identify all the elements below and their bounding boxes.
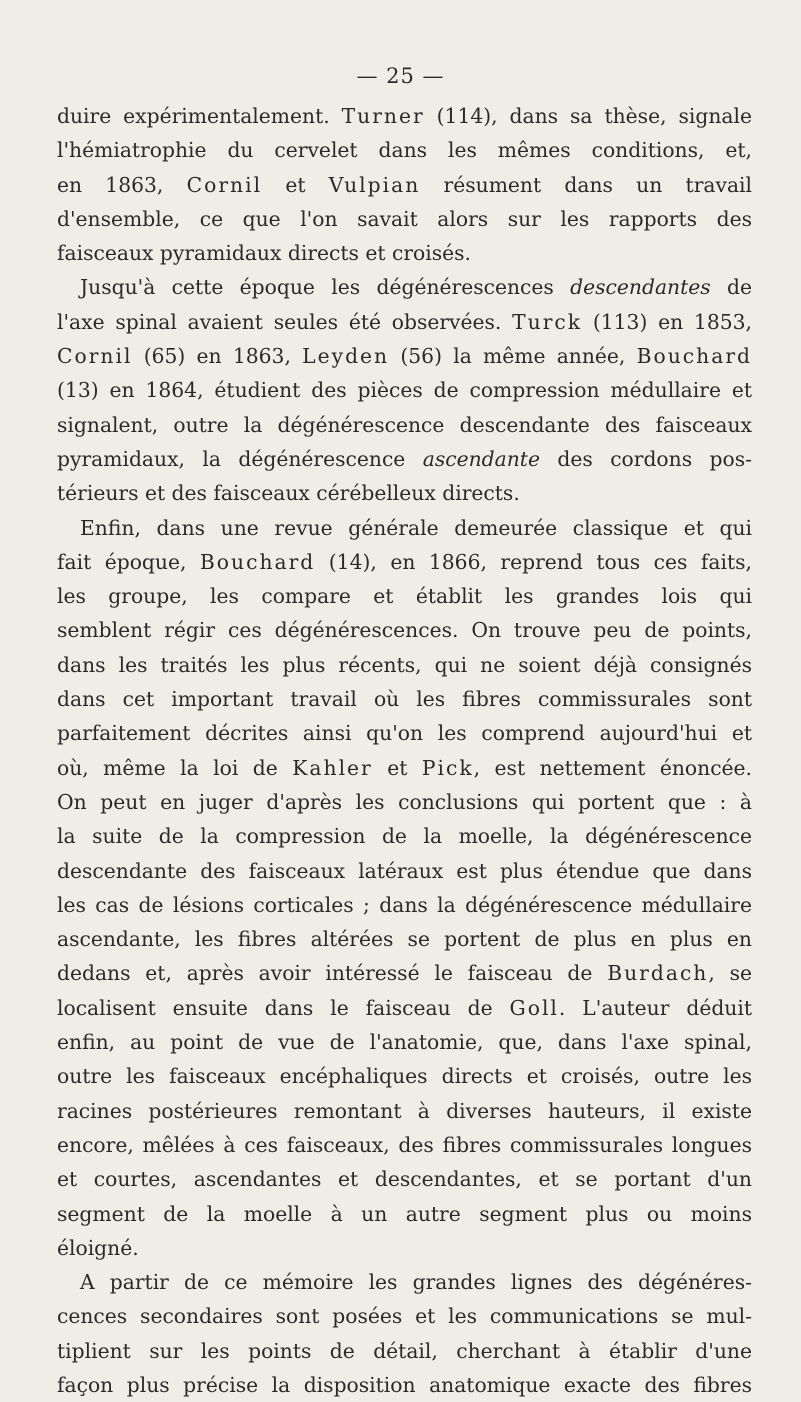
author-name: Vulpian [328, 172, 421, 197]
author-name: Pick [421, 755, 474, 780]
text-line: l'hémiatrophie du cervelet dans les mêmes conditions, et, [57, 138, 752, 163]
text-line: cences secondaires sont posées et les communications se mul- [57, 1304, 752, 1329]
author-name: Leyden [302, 344, 390, 369]
text-line: la suite de la compression de la moelle, la dégénérescence [57, 824, 752, 849]
text-line: encore, mêlées à ces faisceaux, des fibres commissurales longues [57, 1132, 752, 1157]
text-line: faisceaux pyramidaux directs et croisés. [57, 241, 472, 266]
text-line: Jusqu'à cette époque les dégénérescences descendantes de [80, 275, 752, 300]
author-name: Bouchard [199, 549, 316, 574]
text-line: dedans et, après avoir intéressé le faisceau de Burdach, se [57, 961, 752, 986]
author-name: Turck [512, 309, 583, 334]
text-line: localisent ensuite dans le faisceau de Goll. L'auteur déduit [57, 995, 753, 1020]
page-number: — 25 — [356, 64, 445, 88]
text-line: Enfin, dans une revue générale demeurée classique et qui [80, 515, 752, 540]
author-name: Goll [509, 995, 559, 1020]
text-line: racines postérieures remontant à diverses hauteurs, il existe [57, 1098, 752, 1123]
author-name: Cornil [186, 172, 263, 197]
text-line: signalent, outre la dégénérescence descendante des faisceaux [57, 412, 752, 437]
text-line: fait époque, Bouchard (14), en 1866, reprend tous ces faits, [57, 549, 752, 574]
text-line: semblent régir ces dégénérescences. On trouve peu de points, [57, 618, 752, 643]
text-line: où, même la loi de Kahler et Pick, est nettement énoncée. [57, 755, 753, 780]
text-line: Cornil (65) en 1863, Leyden (56) la même année, Bouchard [57, 344, 752, 369]
text-line: d'ensemble, ce que l'on savait alors sur les rapports des [57, 206, 752, 231]
text-line: duire expérimentalement. Turner (114), dans sa thèse, signale [57, 104, 752, 128]
text-line: en 1863, Cornil et Vulpian résument dans un travail [57, 172, 753, 197]
author-name: Bouchard [636, 344, 752, 369]
text-line: ascendante, les fibres altérées se portent de plus en plus en [57, 927, 752, 952]
author-name: Kahler [292, 755, 373, 780]
text-line: segment de la moelle à un autre segment plus ou moins [57, 1201, 752, 1226]
text-line: dans les traités les plus récents, qui ne soient déjà consignés [57, 652, 752, 677]
text-line: parfaitement décrites ainsi qu'on les comprend aujourd'hui et [57, 721, 752, 746]
text-line: outre les faisceaux encéphaliques directs et croisés, outre les [57, 1064, 752, 1089]
text-line: (13) en 1864, étudient des pièces de compression médullaire et [57, 378, 752, 403]
author-name: Turner [341, 104, 425, 128]
text-line: façon plus précise la disposition anatomique exacte des fibres [57, 1372, 752, 1397]
emphasis: ascendante [422, 446, 540, 471]
text-line: l'axe spinal avaient seules été observées. Turck (113) en 1853, [57, 309, 752, 334]
text-line: térieurs et des faisceaux cérébelleux directs. [57, 481, 520, 506]
body-text [57, 99, 752, 1402]
author-name: Cornil [57, 344, 133, 369]
text-line: enfin, au point de vue de l'anatomie, que, dans l'axe spinal, [57, 1030, 752, 1055]
text-line: les groupe, les compare et établit les grandes lois qui [57, 584, 752, 609]
text-line: A partir de ce mémoire les grandes lignes des dégénéres- [80, 1270, 752, 1295]
text-line: éloigné. [57, 1235, 139, 1260]
author-name: Burdach [607, 961, 709, 986]
text-line: pyramidaux, la dégénérescence ascendante des cordons pos- [57, 446, 752, 471]
text-line: et courtes, ascendantes et descendantes, et se portant d'un [57, 1167, 752, 1192]
text-line: dans cet important travail où les fibres commissurales sont [57, 687, 752, 712]
text-line: les cas de lésions corticales ; dans la dégénérescence médullaire [57, 892, 752, 917]
text-line: On peut en juger d'après les conclusions qui portent que : à [57, 789, 752, 814]
text-line: tiplient sur les points de détail, cherchant à établir d'une [57, 1338, 752, 1363]
emphasis: descendantes [570, 275, 711, 300]
text-line: descendante des faisceaux latéraux est plus étendue que dans [57, 858, 752, 883]
